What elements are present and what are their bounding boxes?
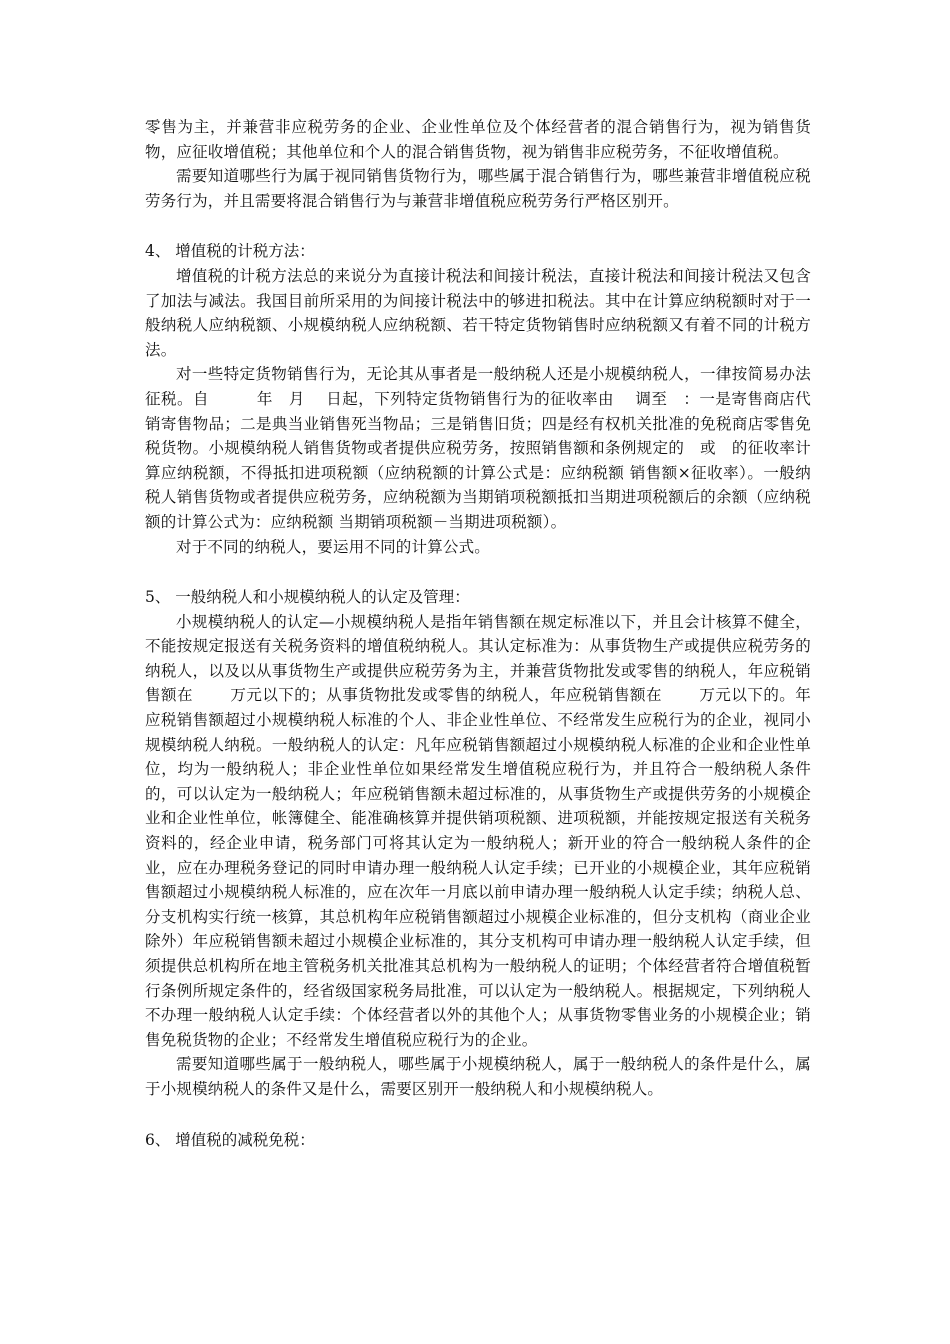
paragraph-mixed-sales-rule: 零售为主，并兼营非应税劳务的企业、企业性单位及个体经营者的混合销售行为，视为销售货物，应征收增值税；其他单位和个人的混合销售货物，视为销售非应税劳务，不征收增值税。	[145, 118, 811, 161]
section-heading-6: 6、 增值税的减税免税：	[145, 1130, 315, 1149]
paragraph-taxpayer-note: 需要知道哪些属于一般纳税人，哪些属于小规模纳税人，属于一般纳税人的条件是什么，属于小规模纳税人的条件又是什么，需要区别开一般纳税人和小规模纳税人。	[145, 1055, 811, 1098]
spacer	[145, 1102, 811, 1128]
spacer	[145, 213, 811, 239]
paragraph-mixed-sales-note: 需要知道哪些行为属于视同销售货物行为，哪些属于混合销售行为，哪些兼营非增值税应税劳务行为，并且需要将混合销售行为与兼营非增值税应税劳务行严格区别开。	[145, 167, 811, 210]
section-heading-5: 5、 一般纳税人和小规模纳税人的认定及管理：	[145, 588, 470, 607]
paragraph-tax-methods: 增值税的计税方法总的来说分为直接计税法和间接计税法，直接计税法和间接计税法又包含了加法与减法。我国目前所采用的为间接计税法中的够进扣税法。其中在计算应纳税额时对于一般纳税人应纳税额、小规模纳税人应纳税额、若干特定货物销售时应纳税额又有着不同的计税方法。	[145, 266, 811, 359]
spacer	[145, 559, 811, 585]
paragraph-taxpayer-recognition: 小规模纳税人的认定—小规模纳税人是指年销售额在规定标准以下，并且会计核算不健全，不能按规定报送有关税务资料的增值税纳税人。其认定标准为：从事货物生产或提供应税劳务的纳税人，以及以从事货物生产或提供应税劳务为主，并兼营货物批发或零售的纳税人，年应税销售额在 万元以下的；从事货物批发或零售的纳税人，年应税销售额在 万元以下的。年应税销售额超过小规模纳税人标准的个人、非企业性单位、不经常发生应税行为的企业，视同小规模纳税人纳税。一般纳税人的认定：凡年应税销售额超过小规模纳税人标准的企业和企业性单位，均为一般纳税人；非企业性单位如果经常发生增值税应税行为，并且符合一般纳税人条件的，可以认定为一般纳税人；年应税销售额未超过标准的，从事货物生产或提供劳务的小规模企业和企业性单位，帐簿健全、能准确核算并提供销项税额、进项税额，并能按规定报送有关税务资料的，经企业申请，税务部门可将其认定为一般纳税人；新开业的符合一般纳税人条件的企业，应在办理税务登记的同时申请办理一般纳税人认定手续；已开业的小规模企业，其年应税销售额超过小规模纳税人标准的，应在次年一月底以前申请办理一般纳税人认定手续；纳税人总、分支机构实行统一核算，其总机构年应税销售额超过小规模企业标准的，但分支机构（商业企业除外）年应税销售额未超过小规模企业标准的，其分支机构可申请办理一般纳税人认定手续，但须提供总机构所在地主管税务机关批准其总机构为一般纳税人的证明；个体经营者符合增值税暂行条例所规定条件的，经省级国家税务局批准，可以认定为一般纳税人。根据规定，下列纳税人不办理一般纳税人认定手续：个体经营者以外的其他个人；从事货物零售业务的小规模企业；销售免税货物的企业；不经常发生增值税应税行为的企业。	[145, 612, 811, 1049]
document-body	[145, 115, 811, 1152]
section-heading-4: 4、 增值税的计税方法：	[145, 242, 315, 261]
paragraph-special-goods: 对一些特定货物销售行为，无论其从事者是一般纳税人还是小规模纳税人，一律按简易办法征税。自 年 月 日起，下列特定货物销售行为的征收率由 调至 ：一是寄售商店代销寄售物品；二是典当业销售死当物品；三是销售旧货；四是经有权机关批准的免税商店零售免税货物。小规模纳税人销售货物或者提供应税劳务，按照销售额和条例规定的 或 的征收率计算应纳税额，不得抵扣进项税额（应纳税额的计算公式是：应纳税额 销售额×征收率）。一般纳税人销售货物或者提供应税劳务，应纳税额为当期销项税额抵扣当期进项税额后的余额（应纳税额的计算公式为：应纳税额 当期销项税额－当期进项税额）。	[145, 365, 811, 531]
paragraph-formula-note: 对于不同的纳税人，要运用不同的计算公式。	[176, 537, 491, 556]
